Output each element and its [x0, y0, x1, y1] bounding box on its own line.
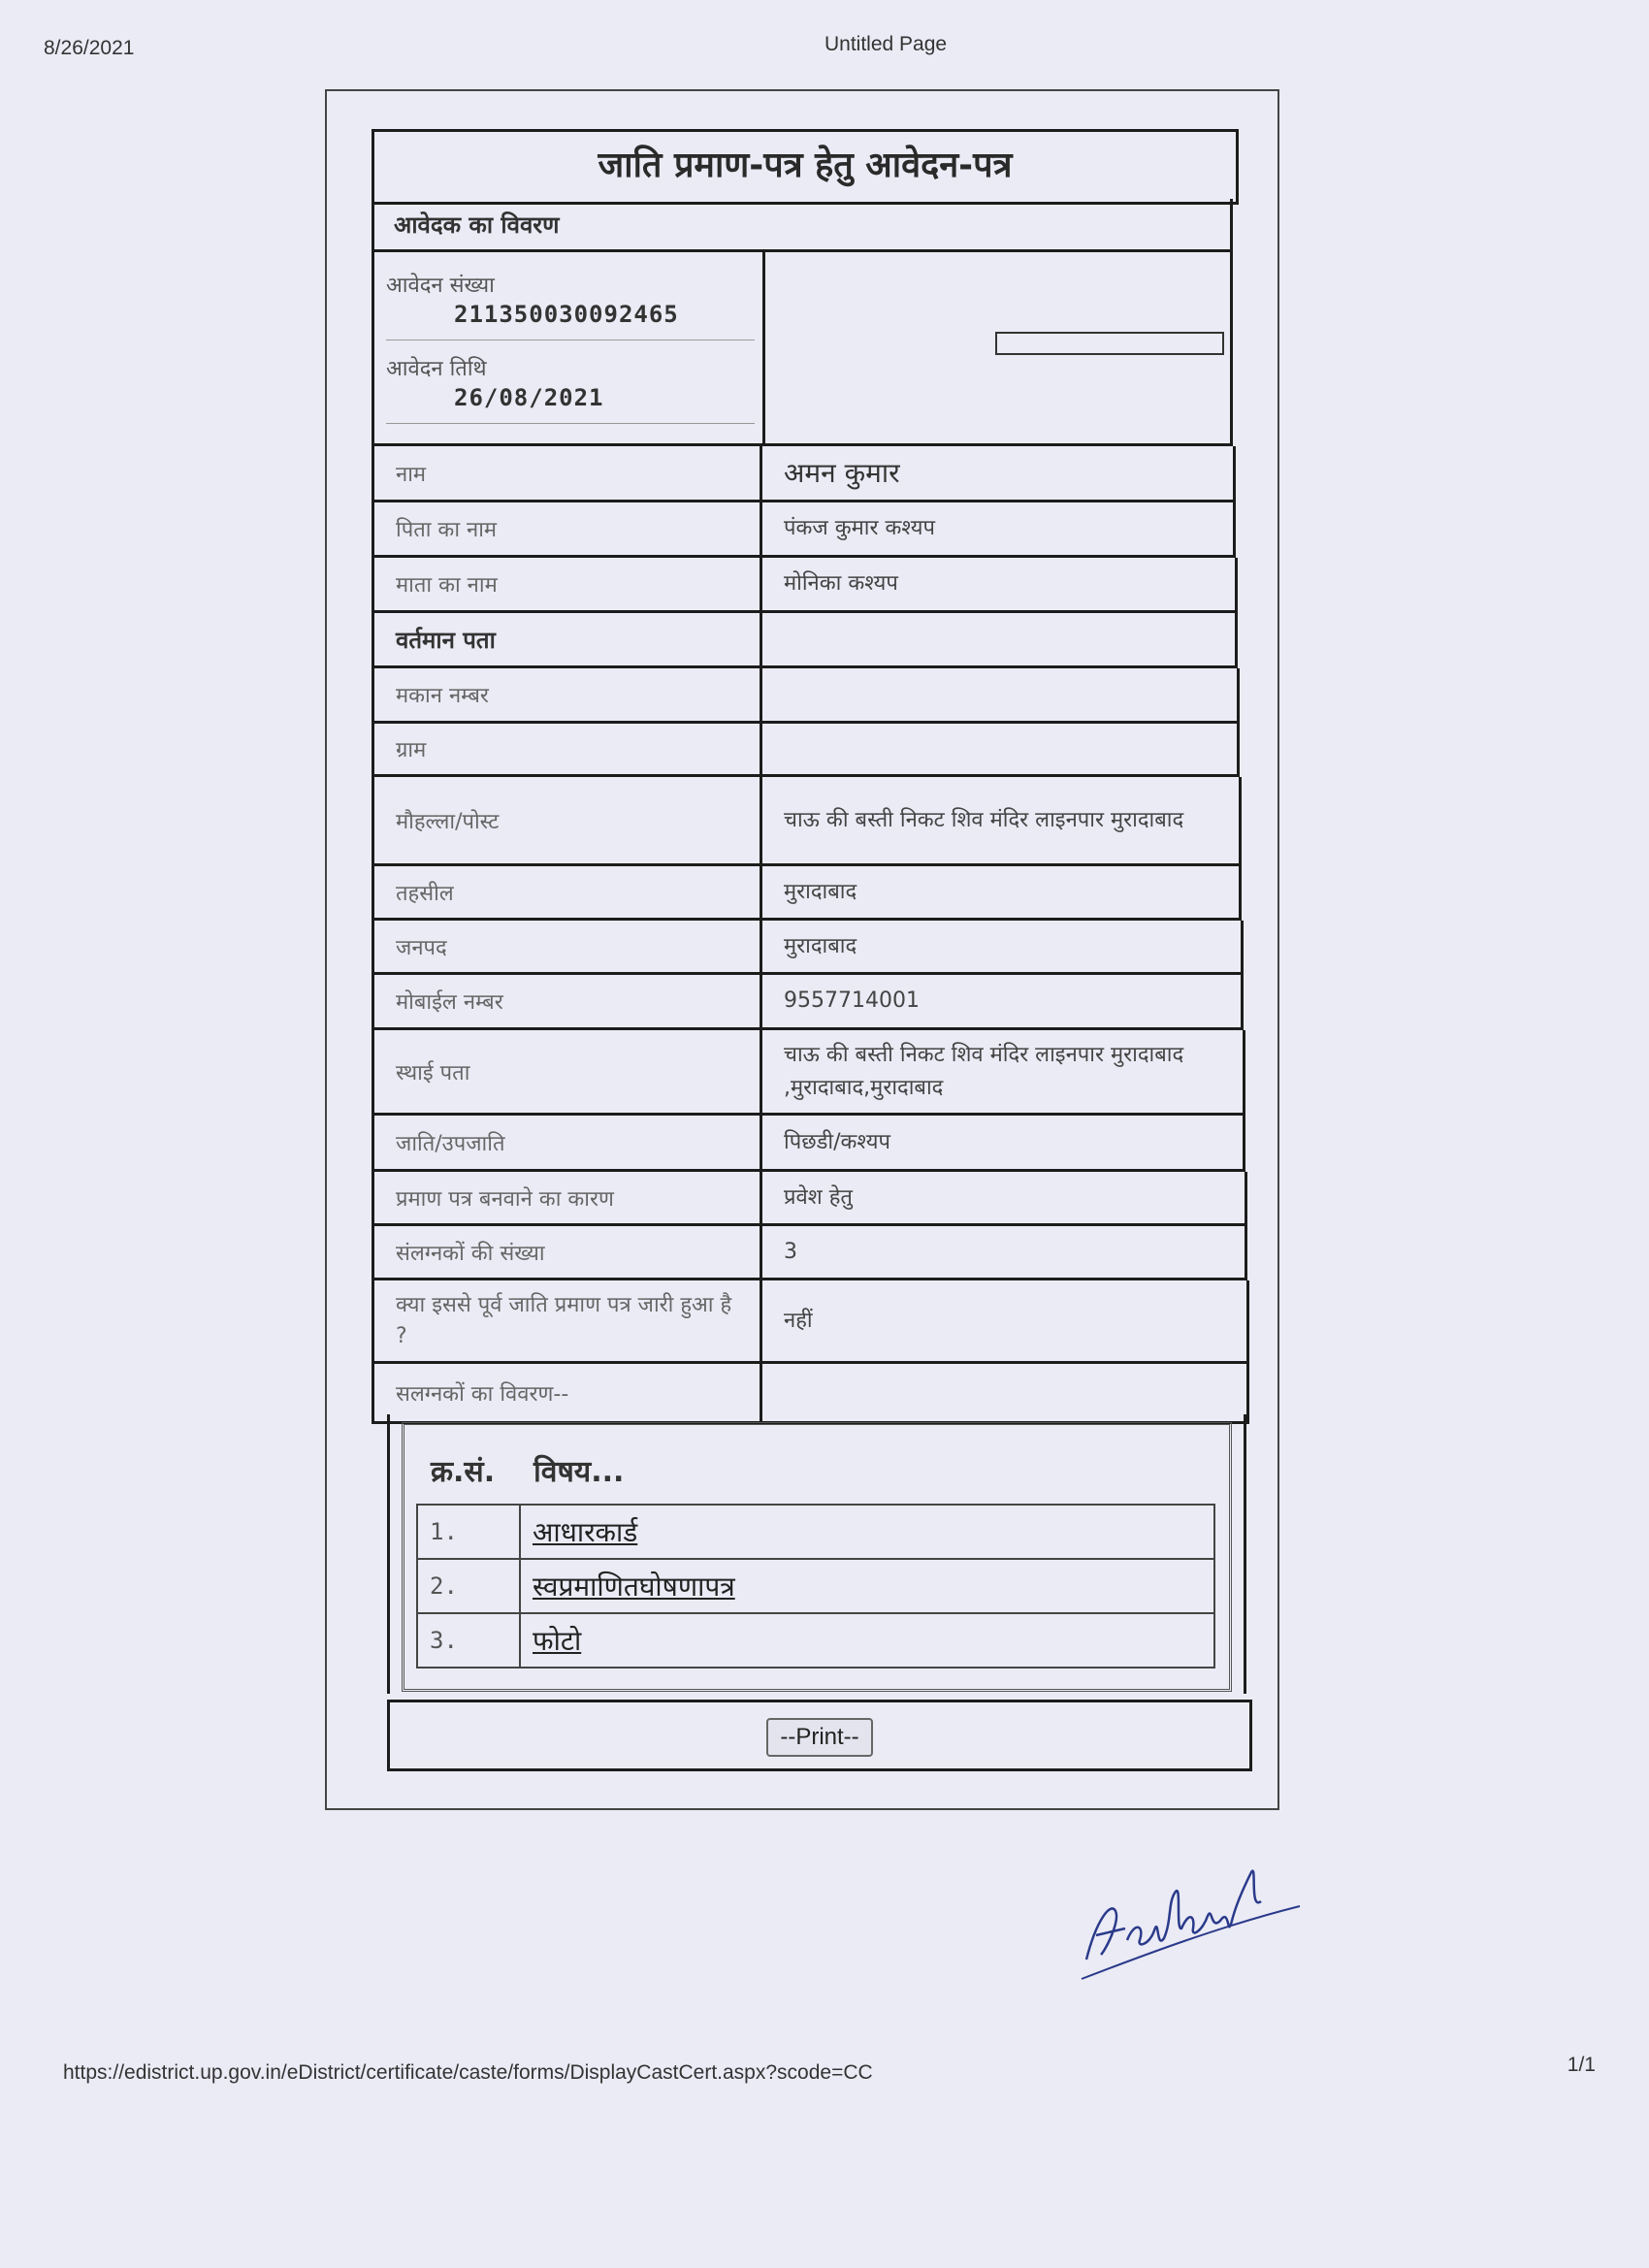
- field-row-mother-name: [372, 558, 1238, 613]
- print-button[interactable]: --Print--: [766, 1718, 872, 1757]
- field-row-mobile: [372, 975, 1244, 1030]
- page-url: https://edistrict.up.gov.in/eDistrict/certificate/caste/forms/DisplayCastCert.aspx?scode=CC: [63, 2061, 873, 2084]
- print-date: 8/26/2021: [44, 37, 135, 59]
- field-value: [762, 1364, 1246, 1421]
- field-value: अमन कुमार: [784, 456, 900, 489]
- attachment-link[interactable]: फोटो: [520, 1613, 1214, 1668]
- field-label: वर्तमान पता: [374, 613, 762, 665]
- attachments-frame: [402, 1422, 1232, 1692]
- table-row: [417, 1505, 1214, 1559]
- field-label: जनपद: [374, 921, 762, 972]
- field-row-district: [372, 921, 1244, 975]
- field-row-tehsil: [372, 866, 1242, 921]
- section-heading: आवेदक का विवरण: [372, 199, 1233, 252]
- print-row: [387, 1700, 1252, 1771]
- field-label: प्रमाण पत्र बनवाने का कारण: [374, 1172, 762, 1223]
- field-row-attachment-count: [372, 1226, 1247, 1280]
- attachment-link[interactable]: आधारकार्ड: [520, 1505, 1214, 1559]
- field-row-village: [372, 724, 1240, 777]
- column-header-serial: क्र.सं.: [431, 1455, 496, 1489]
- attachment-serial: 3.: [417, 1613, 520, 1668]
- field-row-permanent-address: [372, 1030, 1245, 1116]
- field-value: [762, 613, 1235, 665]
- handwritten-signature: [1067, 1824, 1310, 1998]
- field-value: पंकज कुमार कश्यप: [784, 516, 935, 540]
- field-value: प्रवेश हेतु: [784, 1184, 853, 1210]
- table-row: [417, 1559, 1214, 1613]
- field-row-previous-certificate: [372, 1280, 1249, 1364]
- attachments-section: [387, 1414, 1246, 1694]
- photo-placeholder: [995, 332, 1224, 355]
- application-info: [372, 252, 1233, 446]
- field-label: नाम: [374, 446, 762, 500]
- field-value: मुरादाबाद: [784, 933, 857, 958]
- field-value: पिछडी/कश्यप: [784, 1129, 890, 1154]
- applicant-details-table: [372, 446, 1248, 1424]
- field-label: क्या इससे पूर्व जाति प्रमाण पत्र जारी हुआ है ?: [374, 1280, 762, 1361]
- page-count: 1/1: [1567, 2054, 1596, 2076]
- application-date-label: आवेदन तिथि: [386, 357, 487, 381]
- field-label: तहसील: [374, 866, 762, 918]
- form-title: जाति प्रमाण-पत्र हेतु आवेदन-पत्र: [372, 129, 1239, 205]
- divider: [386, 423, 755, 424]
- field-value: मुरादाबाद: [784, 879, 857, 904]
- attachments-table: [416, 1437, 1215, 1669]
- application-info-left: [374, 252, 765, 443]
- field-row-reason: [372, 1172, 1247, 1226]
- field-value: [762, 724, 1237, 774]
- field-label: पिता का नाम: [374, 502, 762, 555]
- field-label: जाति/उपजाति: [374, 1116, 762, 1169]
- field-row-father-name: [372, 502, 1236, 558]
- table-row: [417, 1613, 1214, 1668]
- column-header-subject: विषय...: [534, 1455, 625, 1489]
- field-row-name: [372, 446, 1236, 502]
- attachments-header-row: [417, 1437, 1214, 1505]
- field-value: 9557714001: [784, 988, 920, 1013]
- field-value: मोनिका कश्यप: [784, 571, 898, 596]
- field-label: संलग्नकों की संख्या: [374, 1226, 762, 1278]
- attachment-serial: 1.: [417, 1505, 520, 1559]
- field-row-house-number: [372, 668, 1240, 724]
- field-row-current-address: [372, 613, 1238, 668]
- field-value: [762, 668, 1237, 721]
- attachment-link[interactable]: स्वप्रमाणितघोषणापत्र: [520, 1559, 1214, 1613]
- field-row-locality-post: [372, 777, 1242, 866]
- application-date: 26/08/2021: [454, 384, 604, 411]
- field-label: मौहल्ला/पोस्ट: [374, 777, 762, 863]
- field-value: चाऊ की बस्ती निकट शिव मंदिर लाइनपार मुरादाबाद ,मुरादाबाद,मुरादाबाद: [784, 1042, 1184, 1100]
- field-label: स्थाई पता: [374, 1030, 762, 1113]
- application-number: 211350030092465: [454, 301, 679, 328]
- application-number-label: आवेदन संख्या: [386, 274, 495, 298]
- field-label: मकान नम्बर: [374, 668, 762, 721]
- field-value: नहीं: [784, 1308, 813, 1333]
- field-label: माता का नाम: [374, 558, 762, 610]
- attachment-serial: 2.: [417, 1559, 520, 1613]
- field-row-caste: [372, 1116, 1245, 1172]
- field-value: चाऊ की बस्ती निकट शिव मंदिर लाइनपार मुरादाबाद: [784, 807, 1184, 832]
- field-label: मोबाईल नम्बर: [374, 975, 762, 1027]
- print-page-title: Untitled Page: [824, 33, 948, 55]
- field-value: 3: [784, 1239, 797, 1264]
- field-label: सलग्नकों का विवरण--: [374, 1364, 762, 1421]
- field-label: ग्राम: [374, 724, 762, 774]
